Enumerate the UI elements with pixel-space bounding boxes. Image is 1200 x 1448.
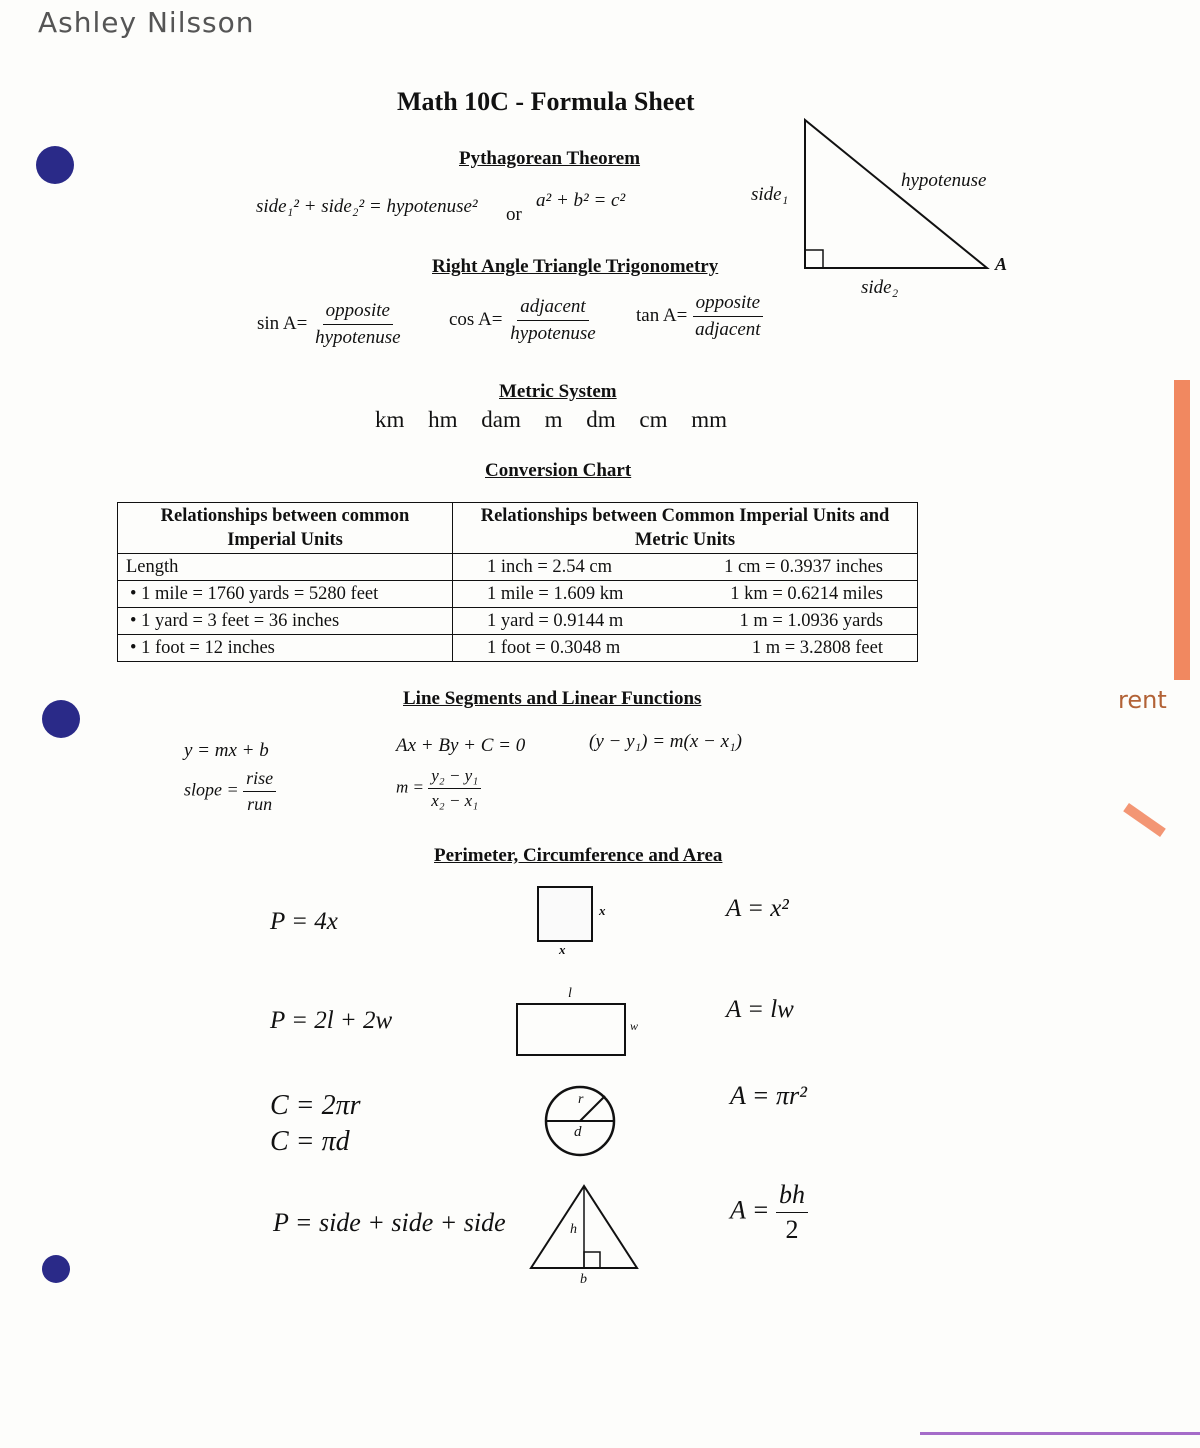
standard-form-formula: Ax + By + C = 0 (396, 735, 526, 756)
metric-row-b: 1 m = 1.0936 yards (739, 611, 883, 631)
square-side-label-bottom: x (559, 942, 566, 957)
orange-edge-mark-arrow (1123, 803, 1166, 837)
rectangle-diagram (516, 1003, 628, 1057)
metric-row-a: 1 inch = 2.54 cm (487, 557, 613, 577)
triangle-perimeter: P = side + side + side (273, 1208, 506, 1237)
imperial-row-text: 1 foot = 12 inches (141, 638, 275, 658)
m-denominator: x₂ − x₁ (431, 791, 479, 810)
side2-label: side₂ (861, 277, 899, 298)
pythagorean-formula-letters: a² + b² = c² (536, 190, 626, 211)
pythagorean-or: or (506, 204, 522, 225)
metric-row-a: 1 foot = 0.3048 m (487, 638, 621, 658)
metric-unit-cm: cm (639, 407, 668, 432)
triangle-height-label: h (570, 1222, 577, 1237)
rect-area: A = lw (726, 996, 794, 1023)
m-label: m = (396, 777, 424, 797)
cos-denominator: hypotenuse (510, 323, 596, 344)
tan-fraction (692, 292, 763, 341)
length-label: Length (118, 554, 452, 581)
triangle-area-numerator: bh (776, 1180, 808, 1213)
linear-heading: Line Segments and Linear Functions (403, 688, 702, 709)
triangle-base-label: b (580, 1272, 587, 1287)
left-header: Relationships between common Imperial Units (118, 503, 453, 554)
m-fraction (428, 766, 481, 811)
slope-denominator: run (247, 794, 273, 814)
rect-width-label: w (630, 1019, 639, 1033)
binder-hole-bottom (42, 1255, 70, 1283)
metric-row-b: 1 km = 0.6214 miles (730, 584, 883, 604)
imperial-row-text: 1 mile = 1760 yards = 5280 feet (141, 584, 379, 604)
metric-unit-mm: mm (691, 407, 728, 432)
metric-row-a: 1 yard = 0.9144 m (487, 611, 624, 631)
trig-heading: Right Angle Triangle Trigonometry (432, 256, 719, 277)
page-title: Math 10C - Formula Sheet (397, 87, 695, 116)
right-triangle-diagram (795, 112, 1015, 282)
metric-unit-dm: dm (586, 407, 616, 432)
metric-row (453, 608, 918, 635)
triangle-area (730, 1180, 808, 1245)
conversion-table (117, 502, 918, 662)
square-diagram (537, 886, 593, 942)
square-side-label-right: x (599, 903, 606, 918)
metric-units (375, 407, 727, 433)
conversion-heading: Conversion Chart (485, 460, 632, 481)
binder-hole-middle (42, 700, 80, 738)
imperial-row: • 1 foot = 12 inches (130, 638, 275, 658)
metric-row-a: 1 mile = 1.609 km (487, 584, 624, 604)
sin-fraction (312, 300, 403, 349)
student-name: Ashley Nilsson (38, 6, 255, 39)
imperial-cell (118, 554, 453, 662)
pca-heading: Perimeter, Circumference and Area (434, 845, 723, 866)
sin-label: sin A= (257, 312, 308, 334)
right-header: Relationships between Common Imperial Units and Metric Units (453, 503, 918, 554)
metric-row (453, 581, 918, 608)
slope-formula (184, 768, 276, 815)
triangle-area-label: A = (730, 1195, 770, 1225)
margin-note: rent (1118, 686, 1167, 714)
hypotenuse-label: hypotenuse (901, 170, 987, 191)
angle-a-label: A (995, 254, 1008, 274)
square-perimeter: P = 4x (270, 908, 338, 935)
tan-denominator: adjacent (695, 319, 761, 340)
triangle-area-denominator: 2 (785, 1215, 799, 1244)
cos-label: cos A= (449, 308, 503, 330)
m-numerator: y₂ − y₁ (428, 766, 481, 789)
orange-edge-mark (1174, 380, 1190, 680)
bottom-edge-line (920, 1432, 1200, 1435)
slope-intercept-formula: y = mx + b (184, 740, 269, 761)
slope-label: slope = (184, 779, 239, 800)
tan-formula (636, 292, 764, 341)
imperial-row: • 1 mile = 1760 yards = 5280 feet (118, 581, 452, 608)
triangle-area-diagram (528, 1184, 640, 1272)
metric-row-b: 1 cm = 0.3937 inches (724, 557, 883, 577)
imperial-row-text: 1 yard = 3 feet = 36 inches (141, 611, 340, 631)
circumference-1: C = 2πr (270, 1090, 361, 1121)
circumference-2: C = πd (270, 1126, 350, 1157)
slope-numerator: rise (243, 768, 276, 792)
metric-unit-dam: dam (481, 407, 521, 432)
binder-hole-top (36, 146, 74, 184)
cos-numerator: adjacent (517, 296, 588, 321)
rect-length-label: l (568, 986, 572, 1001)
square-area: A = x² (726, 895, 789, 922)
tan-numerator: opposite (693, 292, 763, 317)
sin-numerator: opposite (323, 300, 393, 325)
metric-heading: Metric System (499, 381, 617, 402)
cos-fraction (507, 296, 598, 345)
m-formula (396, 766, 481, 811)
metric-unit-hm: hm (428, 407, 458, 432)
circle-radius-label: r (578, 1092, 584, 1107)
metric-row (453, 635, 918, 662)
circle-area: A = πr² (730, 1081, 807, 1110)
slope-fraction (243, 768, 276, 815)
rect-perimeter: P = 2l + 2w (270, 1007, 393, 1034)
circle-diameter-label: d (574, 1124, 582, 1140)
metric-unit-m: m (544, 407, 563, 432)
sin-formula (257, 300, 404, 349)
triangle-area-fraction (776, 1180, 808, 1245)
metric-row-b: 1 m = 3.2808 feet (751, 638, 883, 658)
imperial-row: • 1 yard = 3 feet = 36 inches (118, 608, 452, 635)
pythagorean-formula-words: side₁² + side₂² = hypotenuse² (256, 196, 478, 217)
sin-denominator: hypotenuse (315, 327, 401, 348)
point-slope-formula: (y − y₁) = m(x − x₁) (589, 731, 742, 752)
tan-label: tan A= (636, 304, 688, 326)
metric-row (453, 554, 918, 581)
metric-unit-km: km (375, 407, 405, 432)
side1-label: side₁ (751, 184, 789, 205)
cos-formula (449, 296, 599, 345)
pythagorean-heading: Pythagorean Theorem (459, 148, 641, 169)
